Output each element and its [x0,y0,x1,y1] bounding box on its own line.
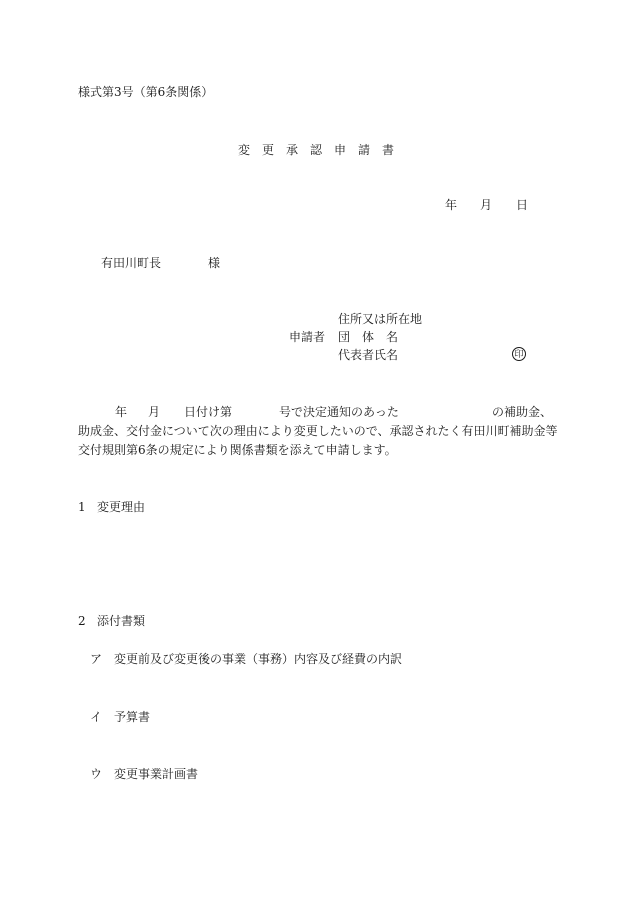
attachment-marker: ウ [90,767,103,781]
body-subsidy: の補助金、 [492,405,553,419]
body-line-2: 助成金、交付金について次の理由により変更したいので、承認されたく有田川町補助金等 [78,424,558,438]
section-1-number: 1 [78,500,86,514]
attachment-text: 変更前及び変更後の事業（事務）内容及び経費の内訳 [114,652,403,666]
form-number: 様式第3号（第6条関係） [78,85,214,99]
applicant-label: 申請者 [289,330,326,344]
addressee-name: 有田川町長 [101,256,162,270]
section-2-number: 2 [78,614,86,628]
body-year: 年 [115,405,128,419]
body-number: 号で決定通知のあった [279,405,399,419]
group-name-label: 団 体 名 [338,330,399,344]
representative-label: 代表者氏名 [338,348,399,362]
body-dated: 日付け第 [184,405,233,419]
address-label: 住所又は所在地 [338,312,423,326]
addressee-honorific: 様 [208,256,221,270]
attachment-marker: ア [90,652,103,666]
attachment-text: 予算書 [114,710,151,724]
section-2-title: 添付書類 [97,614,146,628]
date-month: 月 [480,198,493,212]
attachment-text: 変更事業計画書 [114,767,199,781]
body-month: 月 [148,405,161,419]
seal-mark: 印 [512,347,526,361]
section-1-title: 変更理由 [97,500,146,514]
date-year: 年 [445,198,458,212]
date-day: 日 [516,198,529,212]
body-line-3: 交付規則第6条の規定により関係書類を添えて申請します。 [78,443,397,457]
attachment-marker: イ [90,710,103,724]
document-title: 変 更 承 認 申 請 書 [238,143,395,157]
